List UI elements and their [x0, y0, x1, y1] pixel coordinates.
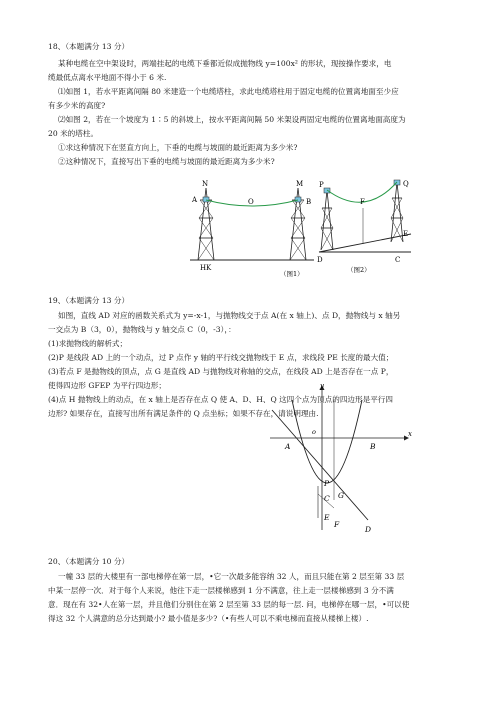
- q20-text: 得这 32 个人满意的总分达到最小? 最小值是多少?（•有些人可以不乘电梯而直接从楼梯上楼）.: [48, 614, 369, 623]
- q19-header: 19、（本题满分 13 分）: [48, 296, 130, 305]
- q19-text: 一交点为 B（3，0），抛物线与 y 轴交点 C（0，-3），：: [48, 325, 236, 334]
- label-G: G: [338, 491, 344, 500]
- label-O: O: [248, 198, 254, 206]
- label-H: H: [200, 264, 207, 272]
- q18-text: ①求这种情况下在竖直方向上，下垂的电缆与坡面的最近距离为多少米?: [58, 143, 298, 152]
- label-A: A: [285, 442, 291, 451]
- label-F: F: [360, 198, 365, 206]
- label-C: C: [395, 256, 401, 264]
- label-y: y: [320, 382, 324, 390]
- figure-1-caption: （图1）: [280, 270, 304, 278]
- q18-header: 18、（本题满分 13 分）: [48, 42, 130, 51]
- label-A: A: [192, 196, 198, 204]
- line-AD: [272, 410, 368, 520]
- label-Q: Q: [403, 180, 409, 188]
- q19-text: (4)点 H 抛物线上的动点，在 x 轴上是否存在点 Q 使 A、D、H、Q 这四个点为顶点的四边形是平行四: [48, 395, 393, 404]
- label-B: B: [370, 442, 376, 451]
- slope-line: [319, 234, 411, 252]
- q20-text: 中某一层停一次．对于每个人来说，他往下走一层楼梯感到 1 分不满意，往上走一层楼梯感到 3 分不满: [48, 586, 394, 595]
- figure-2-caption: （图2）: [347, 266, 371, 274]
- label-B: B: [306, 198, 312, 206]
- q20-text: 一幢 33 层的大楼里有一部电梯停在第一层，•它一次最多能容纳 32 人，而且只能在第 2 层至第 33 层: [58, 572, 405, 581]
- label-E: E: [324, 513, 330, 522]
- q18-text: 有多少米的高度?: [48, 101, 106, 110]
- q19-text: (2)P 是线段 AD 上的一个动点，过 P 点作 y 轴的平行线交抛物线于 E 点，求线段 PE 长度的最大值；: [48, 353, 394, 362]
- q18-text: 20 米的塔柱。: [48, 129, 99, 138]
- label-x: x: [408, 430, 412, 438]
- q19-graph: [262, 380, 422, 540]
- q18-text: 某种电缆在空中架设时，两端挂起的电缆下垂都近似成抛物线 y=100x² 的形状，现按操作要求，电: [58, 59, 392, 68]
- label-F: F: [334, 520, 340, 529]
- q20-header: 20、（本题满分 10 分）: [48, 557, 130, 566]
- figure-2: [315, 178, 425, 283]
- q19-text: 如图，直线 AD 对应的函数关系式为 y=-x-1，与抛物线交于点 A(在 x 轴上)、点 D，抛物线与 x 轴另: [58, 311, 401, 320]
- q20-text: 意．现在有 32•人在第一层，并且他们分别住在第 2 层至第 33 层的每一层. 问，电梯停在哪一层，•可以使: [48, 600, 410, 609]
- label-M: M: [296, 180, 304, 188]
- q19-text: (3)若点 F 是抛物线的顶点，点 G 是直线 AD 与抛物线对称轴的交点，在线段 AD 上是否存在一点 P，: [48, 367, 394, 376]
- label-P: P: [319, 181, 324, 189]
- label-K: K: [206, 264, 212, 272]
- label-P: P: [324, 479, 330, 488]
- q19-text: 边形? 如果存在，直接写出所有满足条件的 Q 点坐标；如果不存在，请说明理由.: [48, 409, 319, 418]
- label-N: N: [202, 180, 209, 188]
- tower-right-fig2: [391, 182, 403, 242]
- label-E: E: [403, 230, 409, 238]
- q19-text: (1)求抛物线的解析式；: [48, 339, 128, 348]
- figure-1: [190, 178, 330, 288]
- label-o: o: [312, 428, 316, 436]
- q18-text: ②这种情况下，直接写出下垂的电缆与坡面的最近距离为多少米?: [58, 157, 275, 166]
- parabola: [292, 400, 362, 483]
- q18-text: ⑴如图 1，若水平距离间隔 80 米建造一个电缆塔柱，求此电缆塔柱用于固定电缆的位置离地面至少应: [58, 87, 399, 96]
- label-D: D: [317, 256, 323, 264]
- label-D: D: [365, 525, 372, 534]
- q19-text: 使得四边形 GFEP 为平行四边形；: [48, 381, 166, 390]
- q18-text: ⑵如图 2，若在一个坡度为 1∶5 的斜坡上，按水平距离间隔 50 米架设两固定电缆的位置离地面高度为: [58, 115, 406, 124]
- label-C: C: [324, 494, 330, 503]
- tower-left-fig2: [321, 190, 333, 250]
- q18-text: 缆最低点离水平地面不得小于 6 米.: [48, 73, 167, 82]
